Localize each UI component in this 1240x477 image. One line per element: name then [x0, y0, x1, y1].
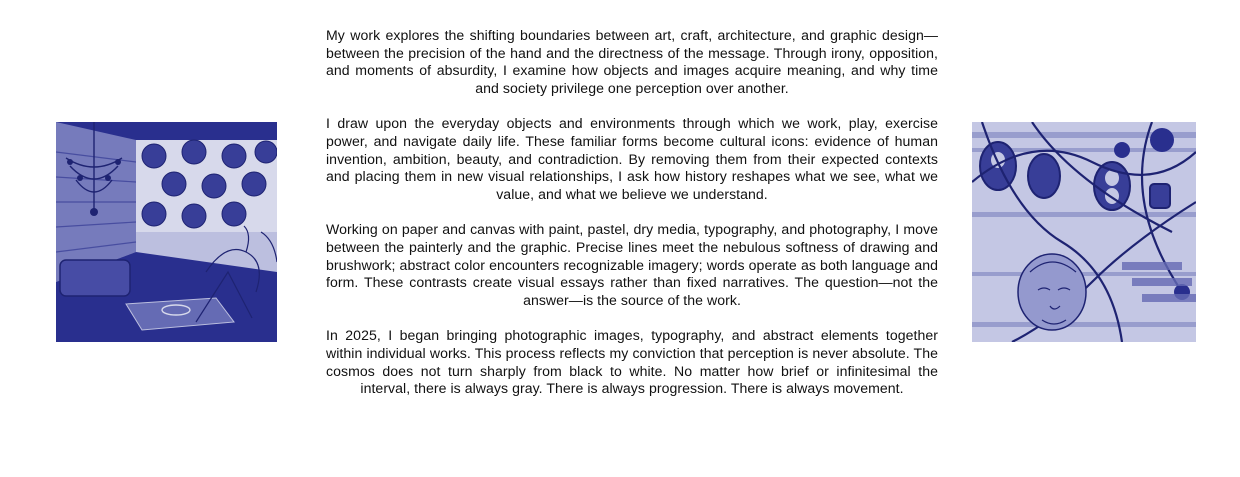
artwork-left-image — [56, 122, 277, 342]
statement-paragraph: My work explores the shifting boundaries between art, craft, architecture, and graphic design—between the precision of the hand and the directness of the message. Through irony, opposition, and moments of absurdity, I examine how objects and images acquire meaning, and why time and society privilege one perception over another. — [326, 27, 938, 96]
statement-paragraph: I draw upon the everyday objects and environments through which we work, play, exercise power, and navigate daily life. These familiar forms become cultural icons: evidence of human invention, ambition, beauty, and contradiction. By removing them from their expected contexts and placing them in new visual relationships, I ask how history reshapes what we see, what we value, and what we believe we understand. — [326, 115, 938, 202]
interior-chandelier-collage-icon — [56, 122, 277, 342]
artist-statement — [326, 27, 938, 416]
statement-paragraph: In 2025, I began bringing photographic images, typography, and abstract elements together within individual works. This process reflects my conviction that perception is never absolute. The cosmos does not turn sharply from black to white. No matter how brief or infinitesimal the interval, there is always gray. There is always progression. There is always movement. — [326, 327, 938, 397]
artwork-right-image — [972, 122, 1196, 342]
statement-paragraph: Working on paper and canvas with paint, pastel, dry media, typography, and photography, I move between the painterly and the graphic. Precise lines meet the nebulous softness of drawing and brushwork; abstract color encounters recognizable imagery; words operate as both language and form. These contrasts create visual essays rather than fixed narratives. The question—not the answer—is the source of the work. — [326, 221, 938, 308]
numbers-cables-portrait-collage-icon — [972, 122, 1196, 342]
